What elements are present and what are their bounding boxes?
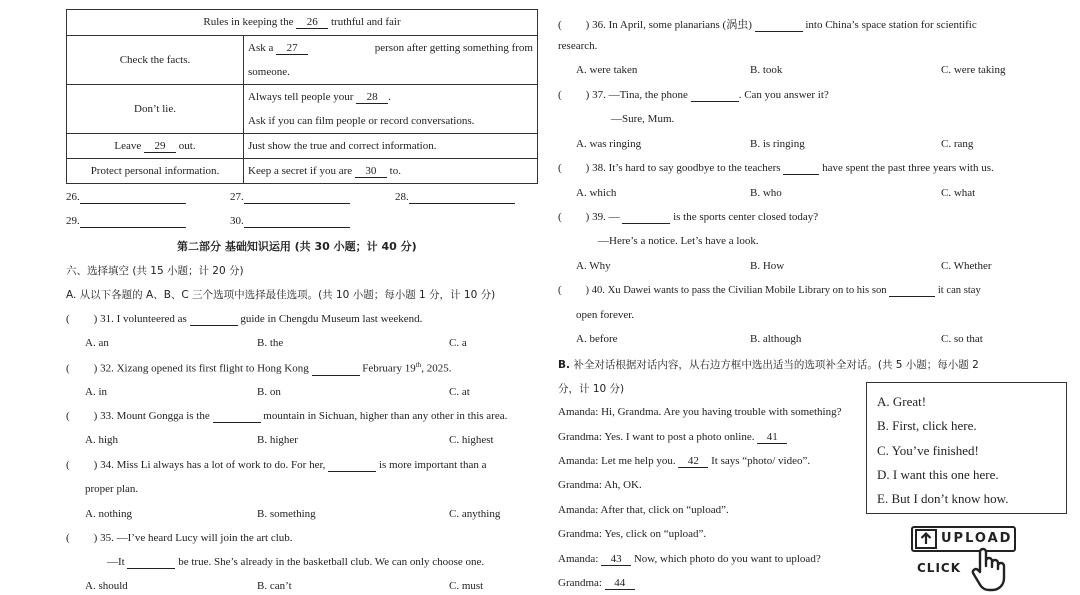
option: B. took [750,64,783,76]
table-row-right: Always tell people your 28 . Ask if you can film people or record conversations. [244,85,538,134]
table-header: Rules in keeping the 26 truthful and fair [67,10,538,36]
option: B. something [257,508,316,520]
question-37: ( ) 37. —Tina, the phone . Can you answer it? [558,89,829,101]
option: C. highest [449,434,494,446]
option: A. was ringing [576,138,642,150]
option: B. can’t [257,580,292,592]
option: A. high [85,434,118,446]
option-box-item: A. Great! [877,394,927,409]
question-36: ( ) 36. In April, some planarians (涡虫) into China’s space station for scientific [558,19,977,31]
hand-cursor-icon [968,546,1008,592]
dialogue-line: Grandma: Yes. I want to post a photo online. 41 [558,431,787,444]
options-box [866,382,1067,514]
sectionB-instructions: B. 补全对话根据对话内容，从右边方框中选出适当的选项补全对话。(共 5 小题；每小题 2 [558,359,979,371]
option-box-item: E. But I don’t know how. [877,491,1009,506]
answer-line-29: 29. [66,215,186,228]
question-39: ( ) 39. — is the sports center closed today? [558,211,819,223]
table-row-right: Just show the true and correct information. [244,134,538,159]
option: A. an [85,337,109,349]
table-row-left: Leave 29 out. [67,134,244,159]
question-32: ( ) 32. Xizang opened its first flight to Hong Kong February 19th, 2025. [66,361,452,375]
answer-line-26: 26. [66,191,186,204]
dialogue-line: Amanda: 43 Now, which photo do you want to upload? [558,553,821,565]
dialogue-line: Grandma: 44 [558,577,635,590]
click-label: CLICK [917,561,962,575]
question-31: ( ) 31. I volunteered as guide in Chengdu Museum last weekend. [66,313,423,325]
option: B. on [257,386,281,398]
option: C. rang [941,138,974,150]
option: C. at [449,386,470,398]
upload-arrow-icon [915,529,937,549]
option: C. so that [941,333,983,345]
answer-line-30: 30. [230,215,350,228]
option: C. anything [449,508,501,520]
dialogue-line: Grandma: Ah, OK. [558,479,642,491]
option: A. were taken [576,64,638,76]
option: A. should [85,580,128,592]
option: B. higher [257,434,298,446]
table-row-left: Protect personal information. [67,159,244,184]
question-38: ( ) 38. It’s hard to say goodbye to the teachers have spent the past three years with us. [558,162,994,174]
option: B. who [750,187,782,199]
question-34: ( ) 34. Miss Li always has a lot of work to do. For her, is more important than a [66,459,487,471]
option-box-item: D. I want this one here. [877,467,999,482]
dialogue-line: Amanda: After that, click on “upload”. [558,504,729,516]
part2-title: 第二部分 基础知识运用 (共 30 小题；计 40 分) [177,240,417,253]
question-36-line2: research. [558,40,598,52]
question-35-line2: —It be true. She’s already in the basketball club. We can only choose one. [107,556,485,568]
table-row-right: Ask a 27 person after getting something from someone. [244,36,538,85]
question-35: ( ) 35. —I’ve heard Lucy will join the art club. [66,532,293,544]
option-box-item: C. You’ve finished! [877,443,979,458]
question-34-line2: proper plan. [85,483,139,495]
question-39-line2: —Here’s a notice. Let’s have a look. [598,235,759,247]
table-row-left: Don’t lie. [67,85,244,134]
table-row-right: Keep a secret if you are 30 to. [244,159,538,184]
answer-line-27: 27. [230,191,350,204]
option: C. were taking [941,64,1006,76]
dialogue-line: Amanda: Let me help you. 42 It says “photo/ video”. [558,455,811,467]
option: B. is ringing [750,138,805,150]
option: C. a [449,337,467,349]
rules-table [66,9,538,184]
sectionA-instructions: A. 从以下各题的 A、B、C 三个选项中选择最佳选项。(共 10 小题；每小题 1 分，计 10 分) [66,289,496,301]
option: B. How [750,260,785,272]
option: B. the [257,337,284,349]
dialogue-line: Amanda: Hi, Grandma. Are you having trouble with something? [558,406,842,418]
option: A. Why [576,260,611,272]
option: C. Whether [941,260,992,272]
option: B. although [750,333,802,345]
question-40-line2: open forever. [576,309,635,321]
option: C. must [449,580,484,592]
question-40: ( ) 40. Xu Dawei wants to pass the Civilian Mobile Library on to his son it can stay [558,285,981,296]
option-box-item: B. First, click here. [877,418,977,433]
sectionB-instructions-line2: 分，计 10 分) [558,383,625,395]
dialogue-line: Grandma: Yes, click on “upload”. [558,528,707,540]
option: A. which [576,187,617,199]
answer-line-28: 28. [395,191,515,204]
table-row-left: Check the facts. [67,36,244,85]
section6-title: 六、选择填空 (共 15 小题；计 20 分) [66,265,244,277]
option: A. before [576,333,618,345]
upload-button-illustration: UPLOAD [911,526,1016,552]
option: A. in [85,386,107,398]
question-33: ( ) 33. Mount Gongga is the mountain in Sichuan, higher than any other in this area. [66,410,508,422]
option: C. what [941,187,976,199]
question-37-line2: —Sure, Mum. [611,113,675,125]
option: A. nothing [85,508,133,520]
